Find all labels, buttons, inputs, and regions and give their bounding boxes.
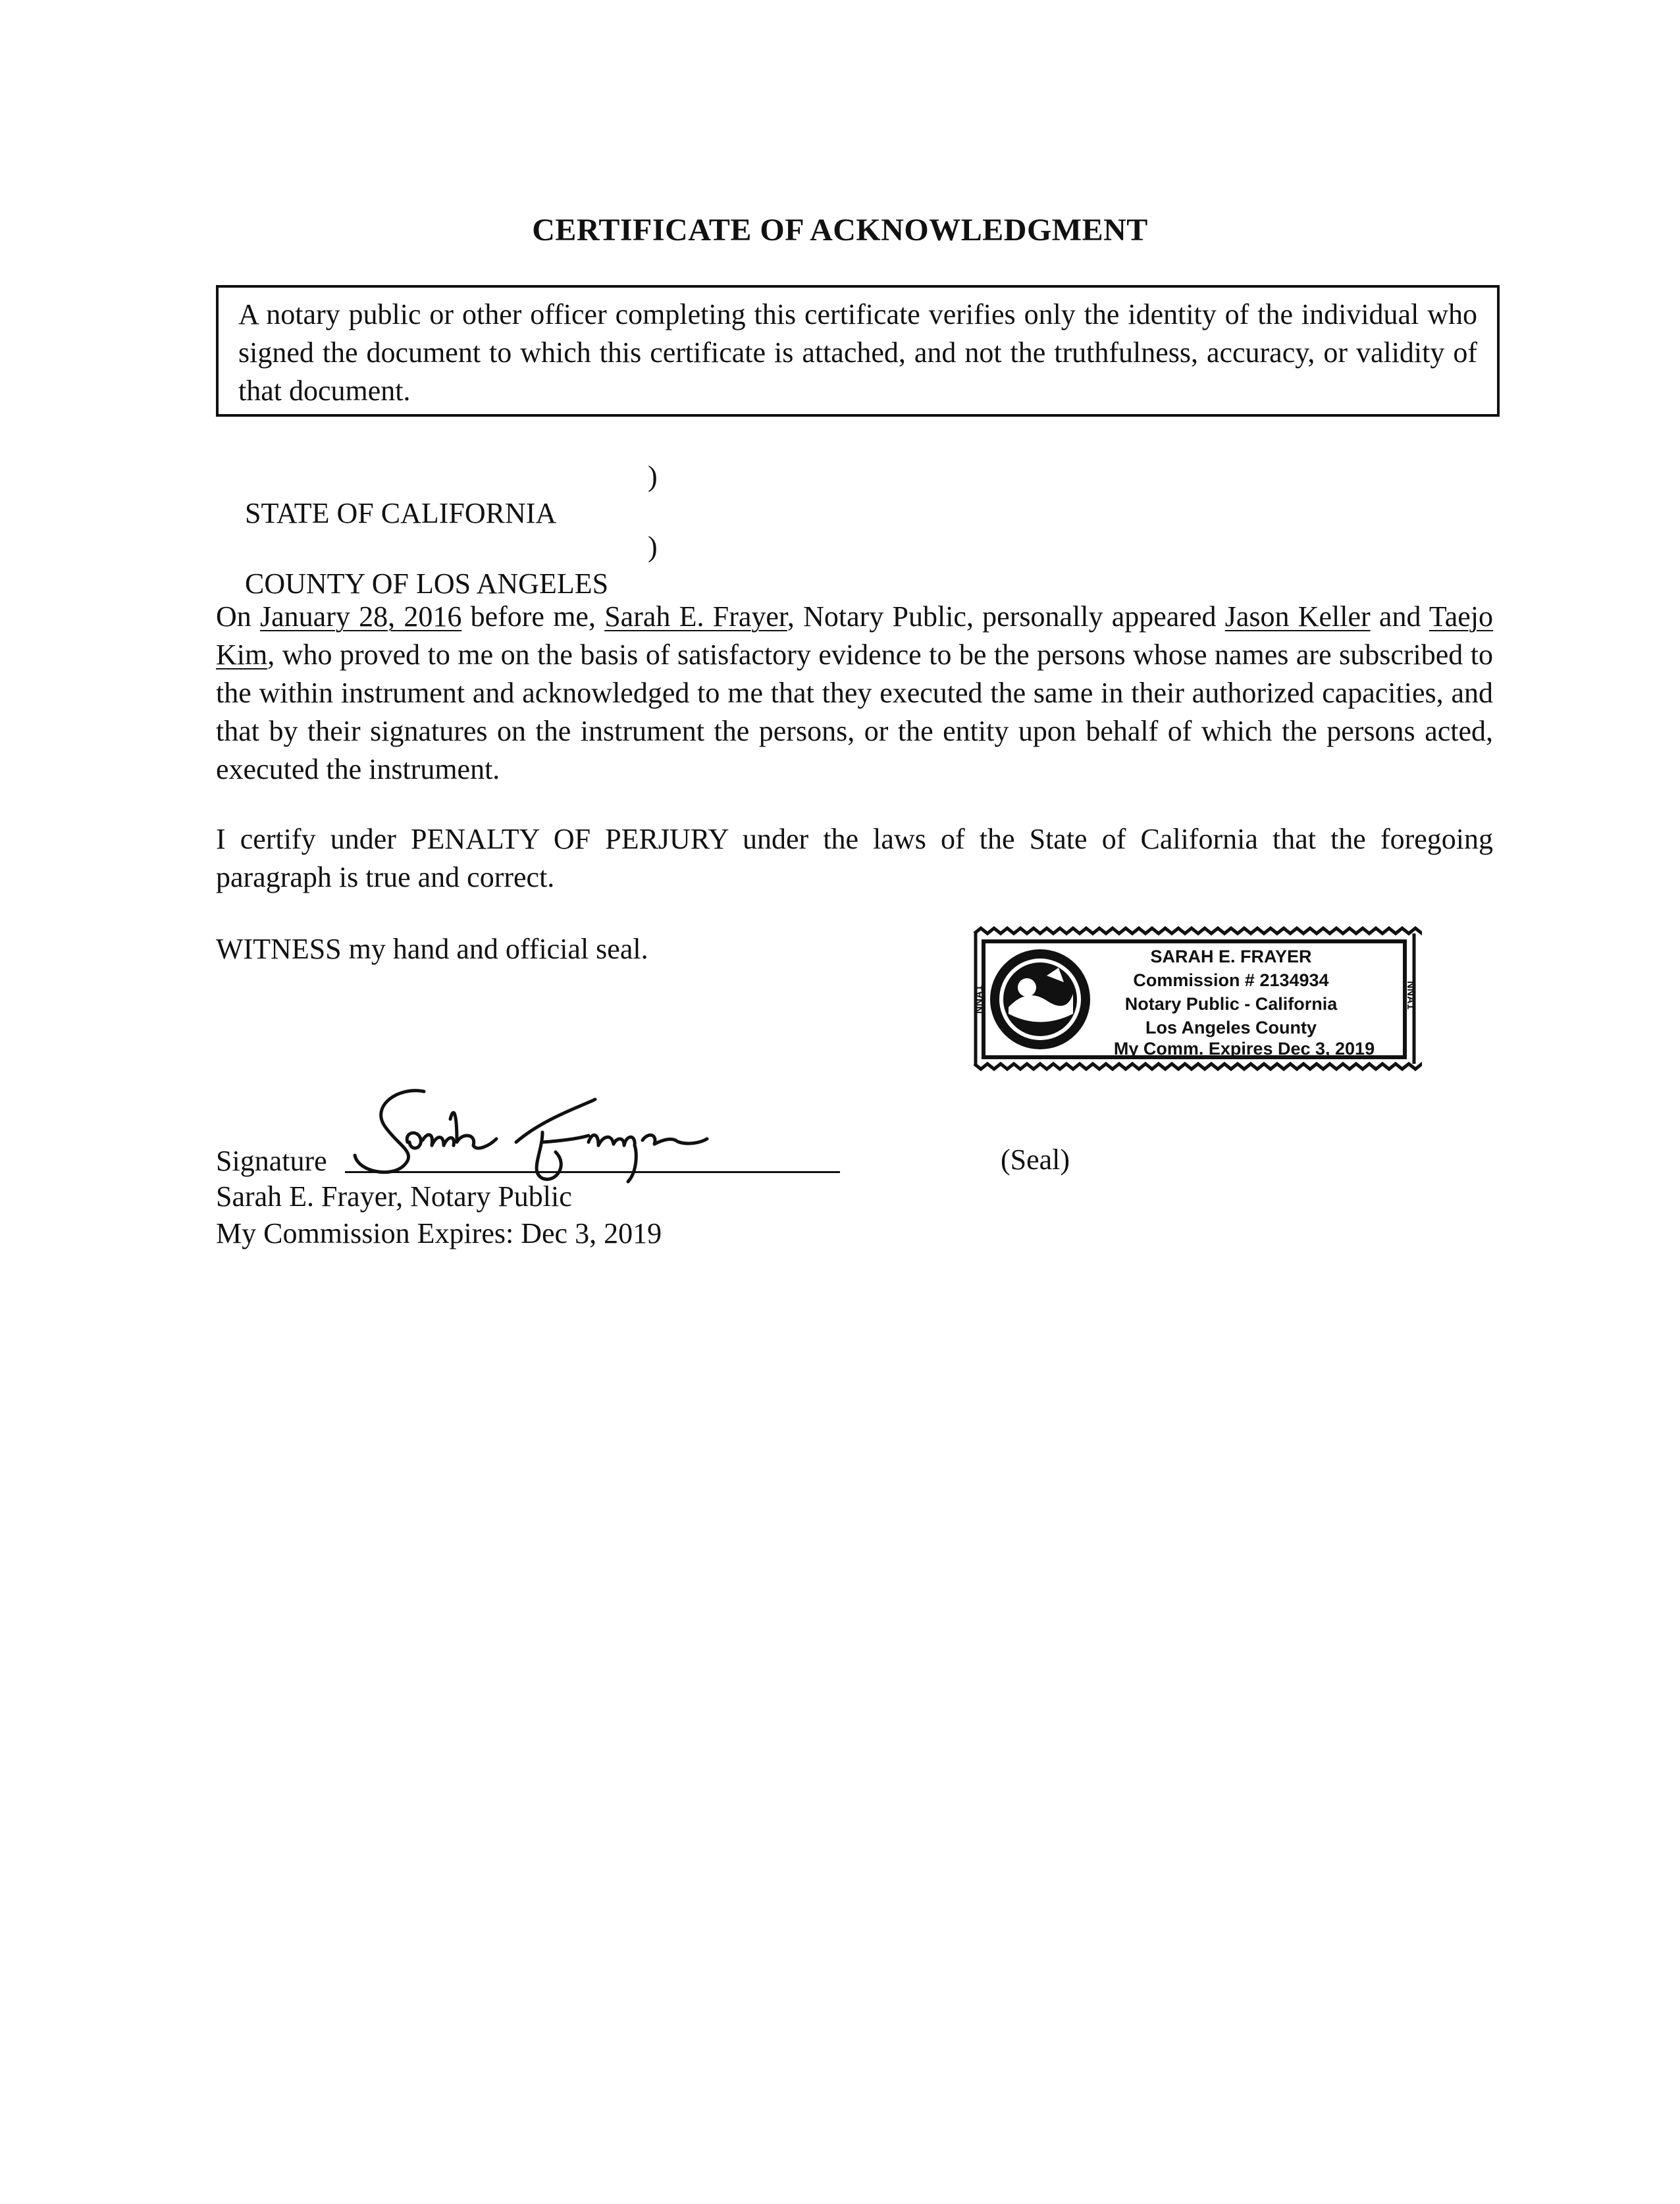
notice-box: A notary public or other officer completing this certificate verifies only the identity of the individual who signed the document to which this certificate is attached, and not the truthfulness, accuracy, or validity of that document. (216, 285, 1500, 417)
witness-statement: WITNESS my hand and official seal. (216, 933, 648, 965)
ack-text-3: , Notary Public, personally appeared (787, 600, 1225, 633)
stamp-side-left: NNA1 (974, 985, 985, 1014)
ack-text-4: and (1370, 600, 1429, 633)
acknowledgment-paragraph (216, 598, 1493, 789)
signer-info (216, 1178, 662, 1252)
state-label: STATE OF CALIFORNIA (245, 497, 557, 529)
signer-name: Sarah E. Frayer, Notary Public (216, 1180, 572, 1213)
notary-stamp (968, 915, 1422, 1080)
county-paren: ) (648, 531, 658, 563)
stamp-notary-name: SARAH E. FRAYER (1150, 947, 1312, 966)
signer-1: Jason Keller (1224, 600, 1371, 633)
seal-label: (Seal) (1001, 1143, 1070, 1176)
state-venue-line (216, 458, 743, 529)
commission-expiration: My Commission Expires: Dec 3, 2019 (216, 1217, 662, 1249)
ack-text-1: On (216, 600, 261, 633)
county-venue-line (216, 529, 743, 600)
handwritten-signature (345, 1080, 845, 1192)
stamp-county: Los Angeles County (1145, 1018, 1317, 1037)
signer-2: Taejo Kim (216, 600, 1493, 671)
perjury-certification: I certify under PENALTY OF PERJURY under the laws of the State of California that the foregoing paragraph is true and correct. (216, 823, 1493, 893)
signature-label: Signature (216, 1145, 327, 1177)
stamp-commission-number: Commission # 2134934 (1133, 970, 1329, 990)
stamp-expiration: My Comm. Expires Dec 3, 2019 (1113, 1039, 1375, 1059)
ack-text-2: before me, (461, 600, 605, 633)
document-title: CERTIFICATE OF ACKNOWLEDGMENT (532, 213, 1148, 248)
notary-name: Sarah E. Frayer (604, 600, 787, 633)
stamp-notary-title: Notary Public - California (1124, 994, 1338, 1014)
stamp-side-right: NNA1 (1405, 981, 1416, 1010)
ack-text-5: , who proved to me on the basis of satisfactory evidence to be the persons whose names are subscribed to the within instrument and acknowledged to me that they executed the same in their authorized capacities, and that by their signatures on the instrument the persons, or the entity upon behalf of which the persons acted, executed the instrument. (216, 639, 1493, 785)
county-label: COUNTY OF LOS ANGELES (245, 567, 609, 600)
california-seal-icon (990, 949, 1090, 1049)
state-paren: ) (648, 460, 658, 492)
acknowledgment-date: January 28, 2016 (260, 600, 462, 633)
